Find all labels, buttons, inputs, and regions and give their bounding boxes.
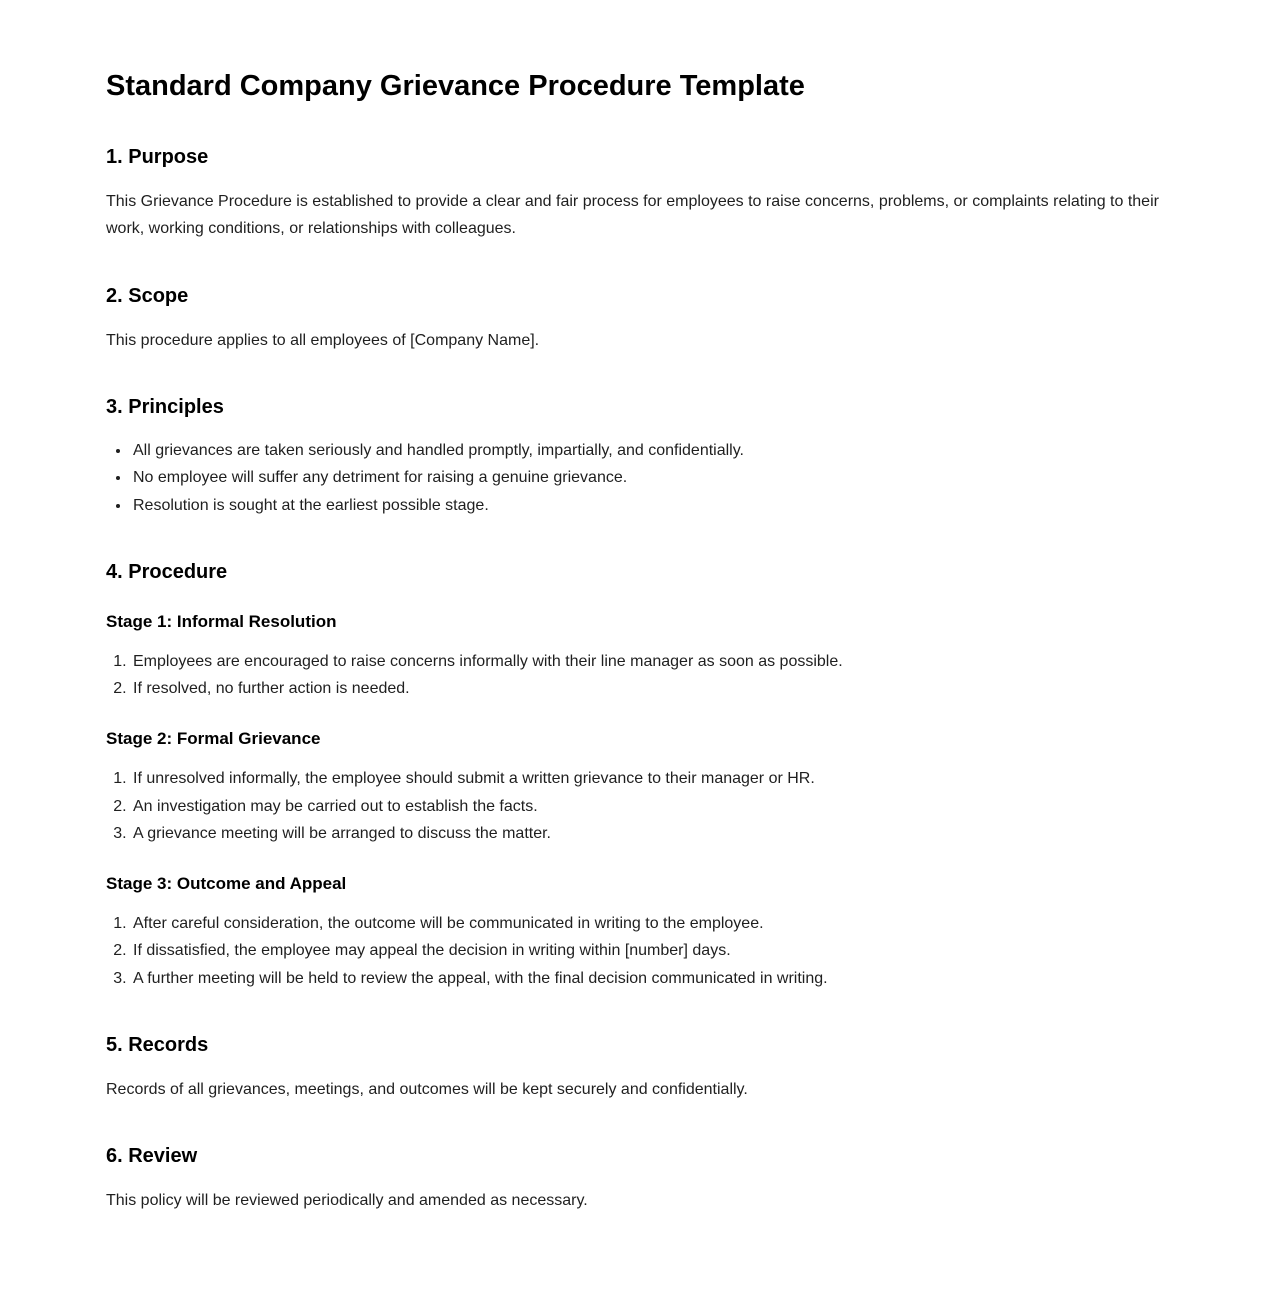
section-scope [106,283,1172,354]
stage-1-heading: Stage 1: Informal Resolution [106,611,337,631]
section-purpose [106,144,1172,242]
stage-2-heading: Stage 2: Formal Grievance [106,728,321,748]
list-item: 3. A grievance meeting will be arranged to discuss the matter. [131,821,1172,847]
records-paragraph: Records of all grievances, meetings, and outcomes will be kept securely and confidentially. [106,1080,748,1098]
list-item: 3. A further meeting will be held to review the appeal, with the final decision communicated in writing. [131,966,1172,992]
stage-3-steps-list [106,911,1172,992]
stage-2-steps-list [106,766,1172,847]
procedure-heading: 4. Procedure [106,560,228,583]
procedure-stage-3 [106,873,1172,992]
section-procedure [106,559,1172,992]
stage-1-steps-list [106,649,1172,702]
list-item: • Resolution is sought at the earliest possible stage. [131,493,1172,519]
review-paragraph: This policy will be reviewed periodically and amended as necessary. [106,1191,588,1209]
document-title: Standard Company Grievance Procedure Template [106,70,805,102]
list-item: 2. If resolved, no further action is needed. [131,676,1172,702]
procedure-stage-1 [106,611,1172,702]
list-item: 1. If unresolved informally, the employee should submit a written grievance to their manager or HR. [131,766,1172,792]
records-heading: 5. Records [106,1033,209,1056]
review-heading: 6. Review [106,1144,198,1167]
section-principles [106,394,1172,519]
purpose-paragraph: This Grievance Procedure is established to provide a clear and fair process for employees to raise concerns, problems, or complaints relating to their work, working conditions, or relationships with colleagues. [106,193,1159,238]
scope-paragraph: This procedure applies to all employees of [Company Name]. [106,331,540,349]
list-item: 1. After careful consideration, the outcome will be communicated in writing to the employee. [131,911,1172,937]
procedure-stage-2 [106,728,1172,847]
purpose-heading: 1. Purpose [106,146,209,169]
scope-heading: 2. Scope [106,284,189,307]
principles-bullet-list [106,438,1172,519]
list-item: 1. Employees are encouraged to raise concerns informally with their line manager as soon as possible. [131,649,1172,675]
list-item: • No employee will suffer any detriment for raising a genuine grievance. [131,465,1172,491]
list-item: 2. If dissatisfied, the employee may appeal the decision in writing within [number] days. [131,938,1172,964]
section-records [106,1032,1172,1103]
section-review [106,1143,1172,1214]
principles-heading: 3. Principles [106,395,224,418]
list-item: • All grievances are taken seriously and handled promptly, impartially, and confidentially. [131,438,1172,464]
stage-3-heading: Stage 3: Outcome and Appeal [106,873,347,893]
list-item: 2. An investigation may be carried out to establish the facts. [131,794,1172,820]
